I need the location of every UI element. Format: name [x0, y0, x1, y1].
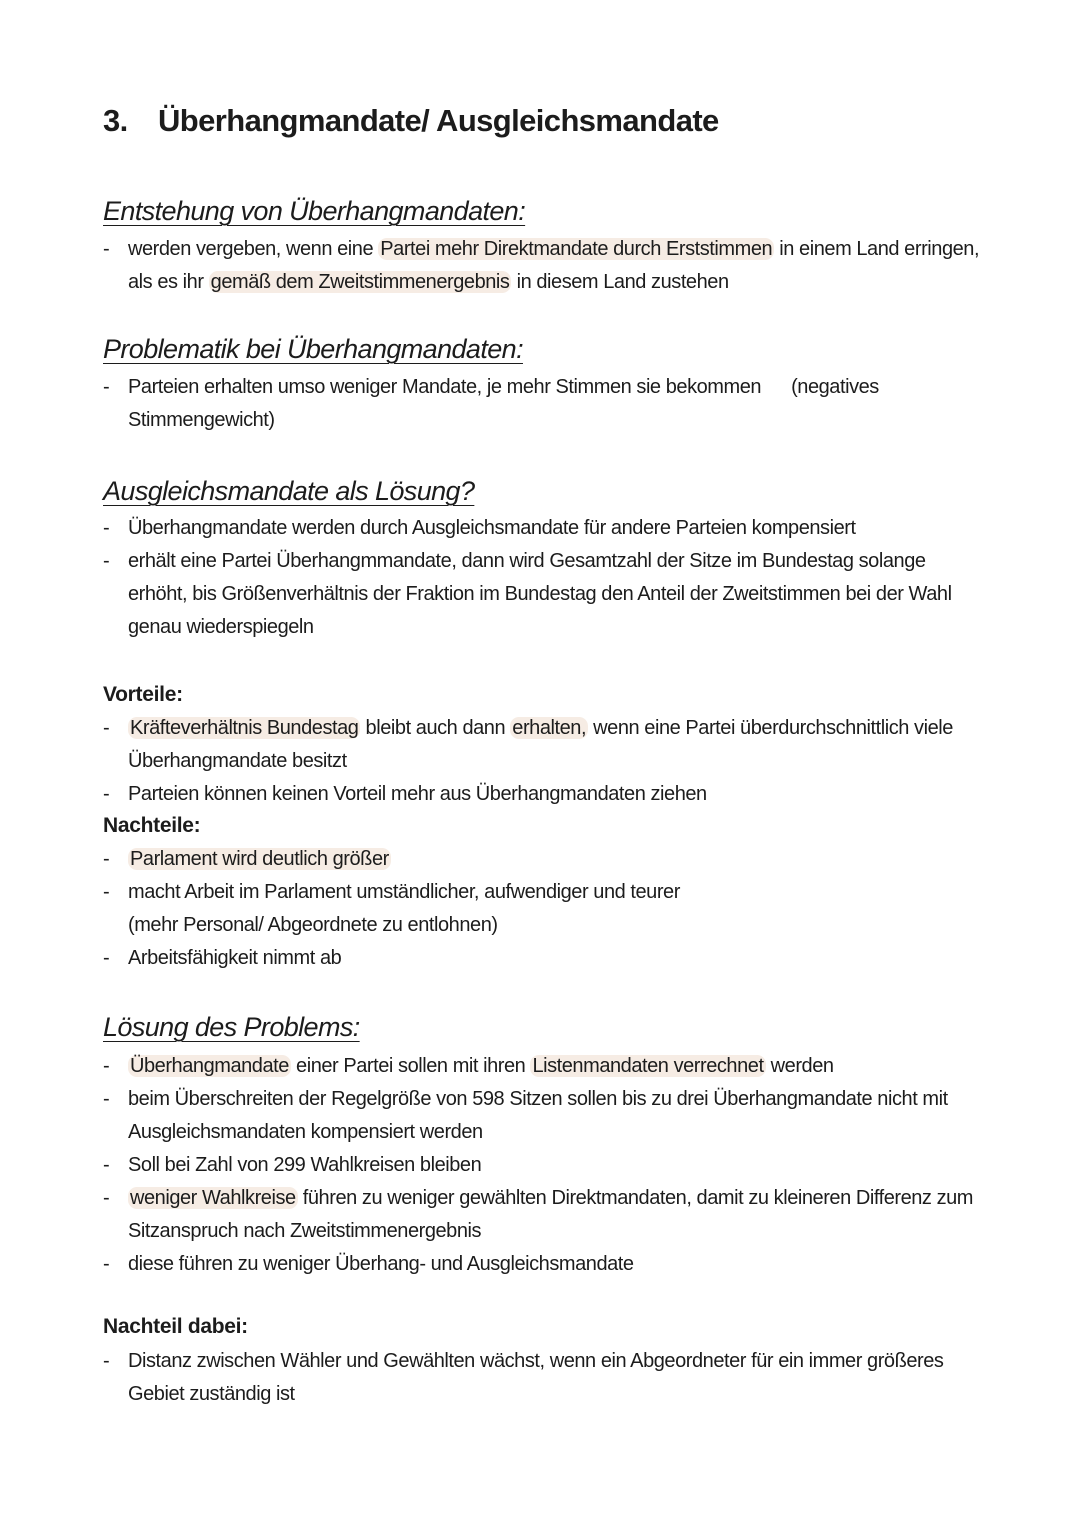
bullet-nachteil-dabei-1: - Distanz zwischen Wähler und Gewählten wächst, wenn ein Abgeordneter für ein immer größeres Gebiet zuständig ist — [103, 1345, 983, 1411]
bullet-dash: - — [103, 717, 110, 739]
page-title — [103, 103, 719, 139]
bullet-dash: - — [103, 1350, 110, 1372]
bullet-nachteile-1 — [103, 843, 983, 876]
heading-vorteile: Vorteile: — [103, 683, 183, 706]
bullet-loesung-3: - Soll bei Zahl von 299 Wahlkreisen bleiben — [103, 1149, 983, 1182]
bullet-loesung-5: - diese führen zu weniger Überhang- und Ausgleichsmandate — [103, 1248, 983, 1281]
bullet-loesung-4: - weniger Wahlkreise führen zu weniger gewählten Direktmandaten, damit zu kleineren Differenz zum Sitzanspruch nach Zweitstimmenergebnis — [103, 1182, 983, 1248]
highlight: gemäß dem Zweitstimmenergebnis — [210, 271, 510, 293]
highlight: Parlament wird deutlich größer — [130, 848, 389, 870]
bullet-dash: - — [103, 783, 110, 805]
heading-entstehung: Entstehung von Überhangmandaten: — [103, 196, 526, 226]
bullet-nachteile-2: - macht Arbeit im Parlament umständlicher, aufwendiger und teurer (mehr Personal/ Abgeordnete zu entlohnen) — [103, 876, 983, 942]
heading-problematik: Problematik bei Überhangmandaten: — [103, 334, 523, 364]
bullet-dash: - — [103, 376, 110, 398]
bullet-dash: - — [103, 947, 110, 969]
bullet-dash: - — [103, 238, 110, 260]
highlight: Kräfteverhältnis Bundestag — [130, 717, 359, 739]
bullet-dash: - — [103, 1154, 110, 1176]
bullet-nachteile-3: - Arbeitsfähigkeit nimmt ab — [103, 942, 983, 975]
bullet-dash: - — [103, 517, 110, 539]
heading-nachteil-dabei: Nachteil dabei: — [103, 1315, 248, 1338]
bullet-entstehung-1: - werden vergeben, wenn eine Partei mehr Direktmandate durch Erststimmen in einem Land erringen, als es ihr gemäß dem Zweitstimmenergebnis in diesem Land zustehen — [103, 233, 983, 299]
heading-loesung: Lösung des Problems: — [103, 1012, 360, 1042]
bullet-dash: - — [103, 881, 110, 903]
bullet-ausgleich-1: - Überhangmandate werden durch Ausgleichsmandate für andere Parteien kompensiert — [103, 512, 983, 545]
bullet-vorteile-2: - Parteien können keinen Vorteil mehr aus Überhangmandaten ziehen — [103, 778, 983, 811]
bullet-problematik-1: - Parteien erhalten umso weniger Mandate, je mehr Stimmen sie bekommen (negatives Stimmengewicht) — [103, 371, 983, 437]
bullet-dash: - — [103, 848, 110, 870]
title-text: Überhangmandate/ Ausgleichsmandate — [158, 103, 719, 138]
highlight: Überhangmandate — [130, 1055, 289, 1077]
bullet-vorteile-1: - Kräfteverhältnis Bundestag bleibt auch dann erhalten, wenn eine Partei überdurchschnittlich viele Überhangmandate besitzt — [103, 712, 983, 778]
bullet-loesung-2: - beim Überschreiten der Regelgröße von 598 Sitzen sollen bis zu drei Überhangmandate nicht mit Ausgleichsmandaten kompensiert werden — [103, 1083, 983, 1149]
title-number: 3. — [103, 103, 128, 138]
heading-ausgleich: Ausgleichsmandate als Lösung? — [103, 476, 475, 506]
bullet-loesung-1: - Überhangmandate einer Partei sollen mit ihren Listenmandaten verrechnet werden — [103, 1050, 983, 1083]
bullet-ausgleich-2: - erhält eine Partei Überhangmmandate, dann wird Gesamtzahl der Sitze im Bundestag solange erhöht, bis Größenverhältnis der Fraktion im Bundestag den Anteil der Zweitstimmen bei der Wahl genau wiederspiegeln — [103, 545, 983, 644]
highlight: Partei mehr Direktmandate durch Erststimmen — [380, 238, 773, 260]
highlight: erhalten, — [512, 717, 587, 739]
highlight: weniger Wahlkreise — [130, 1187, 296, 1209]
bullet-dash: - — [103, 1088, 110, 1110]
bullet-dash: - — [103, 1253, 110, 1275]
heading-nachteile: Nachteile: — [103, 814, 201, 837]
highlight: Listenmandaten verrechnet — [532, 1055, 764, 1077]
bullet-dash: - — [103, 1187, 110, 1209]
bullet-dash: - — [103, 1055, 110, 1077]
bullet-dash: - — [103, 550, 110, 572]
